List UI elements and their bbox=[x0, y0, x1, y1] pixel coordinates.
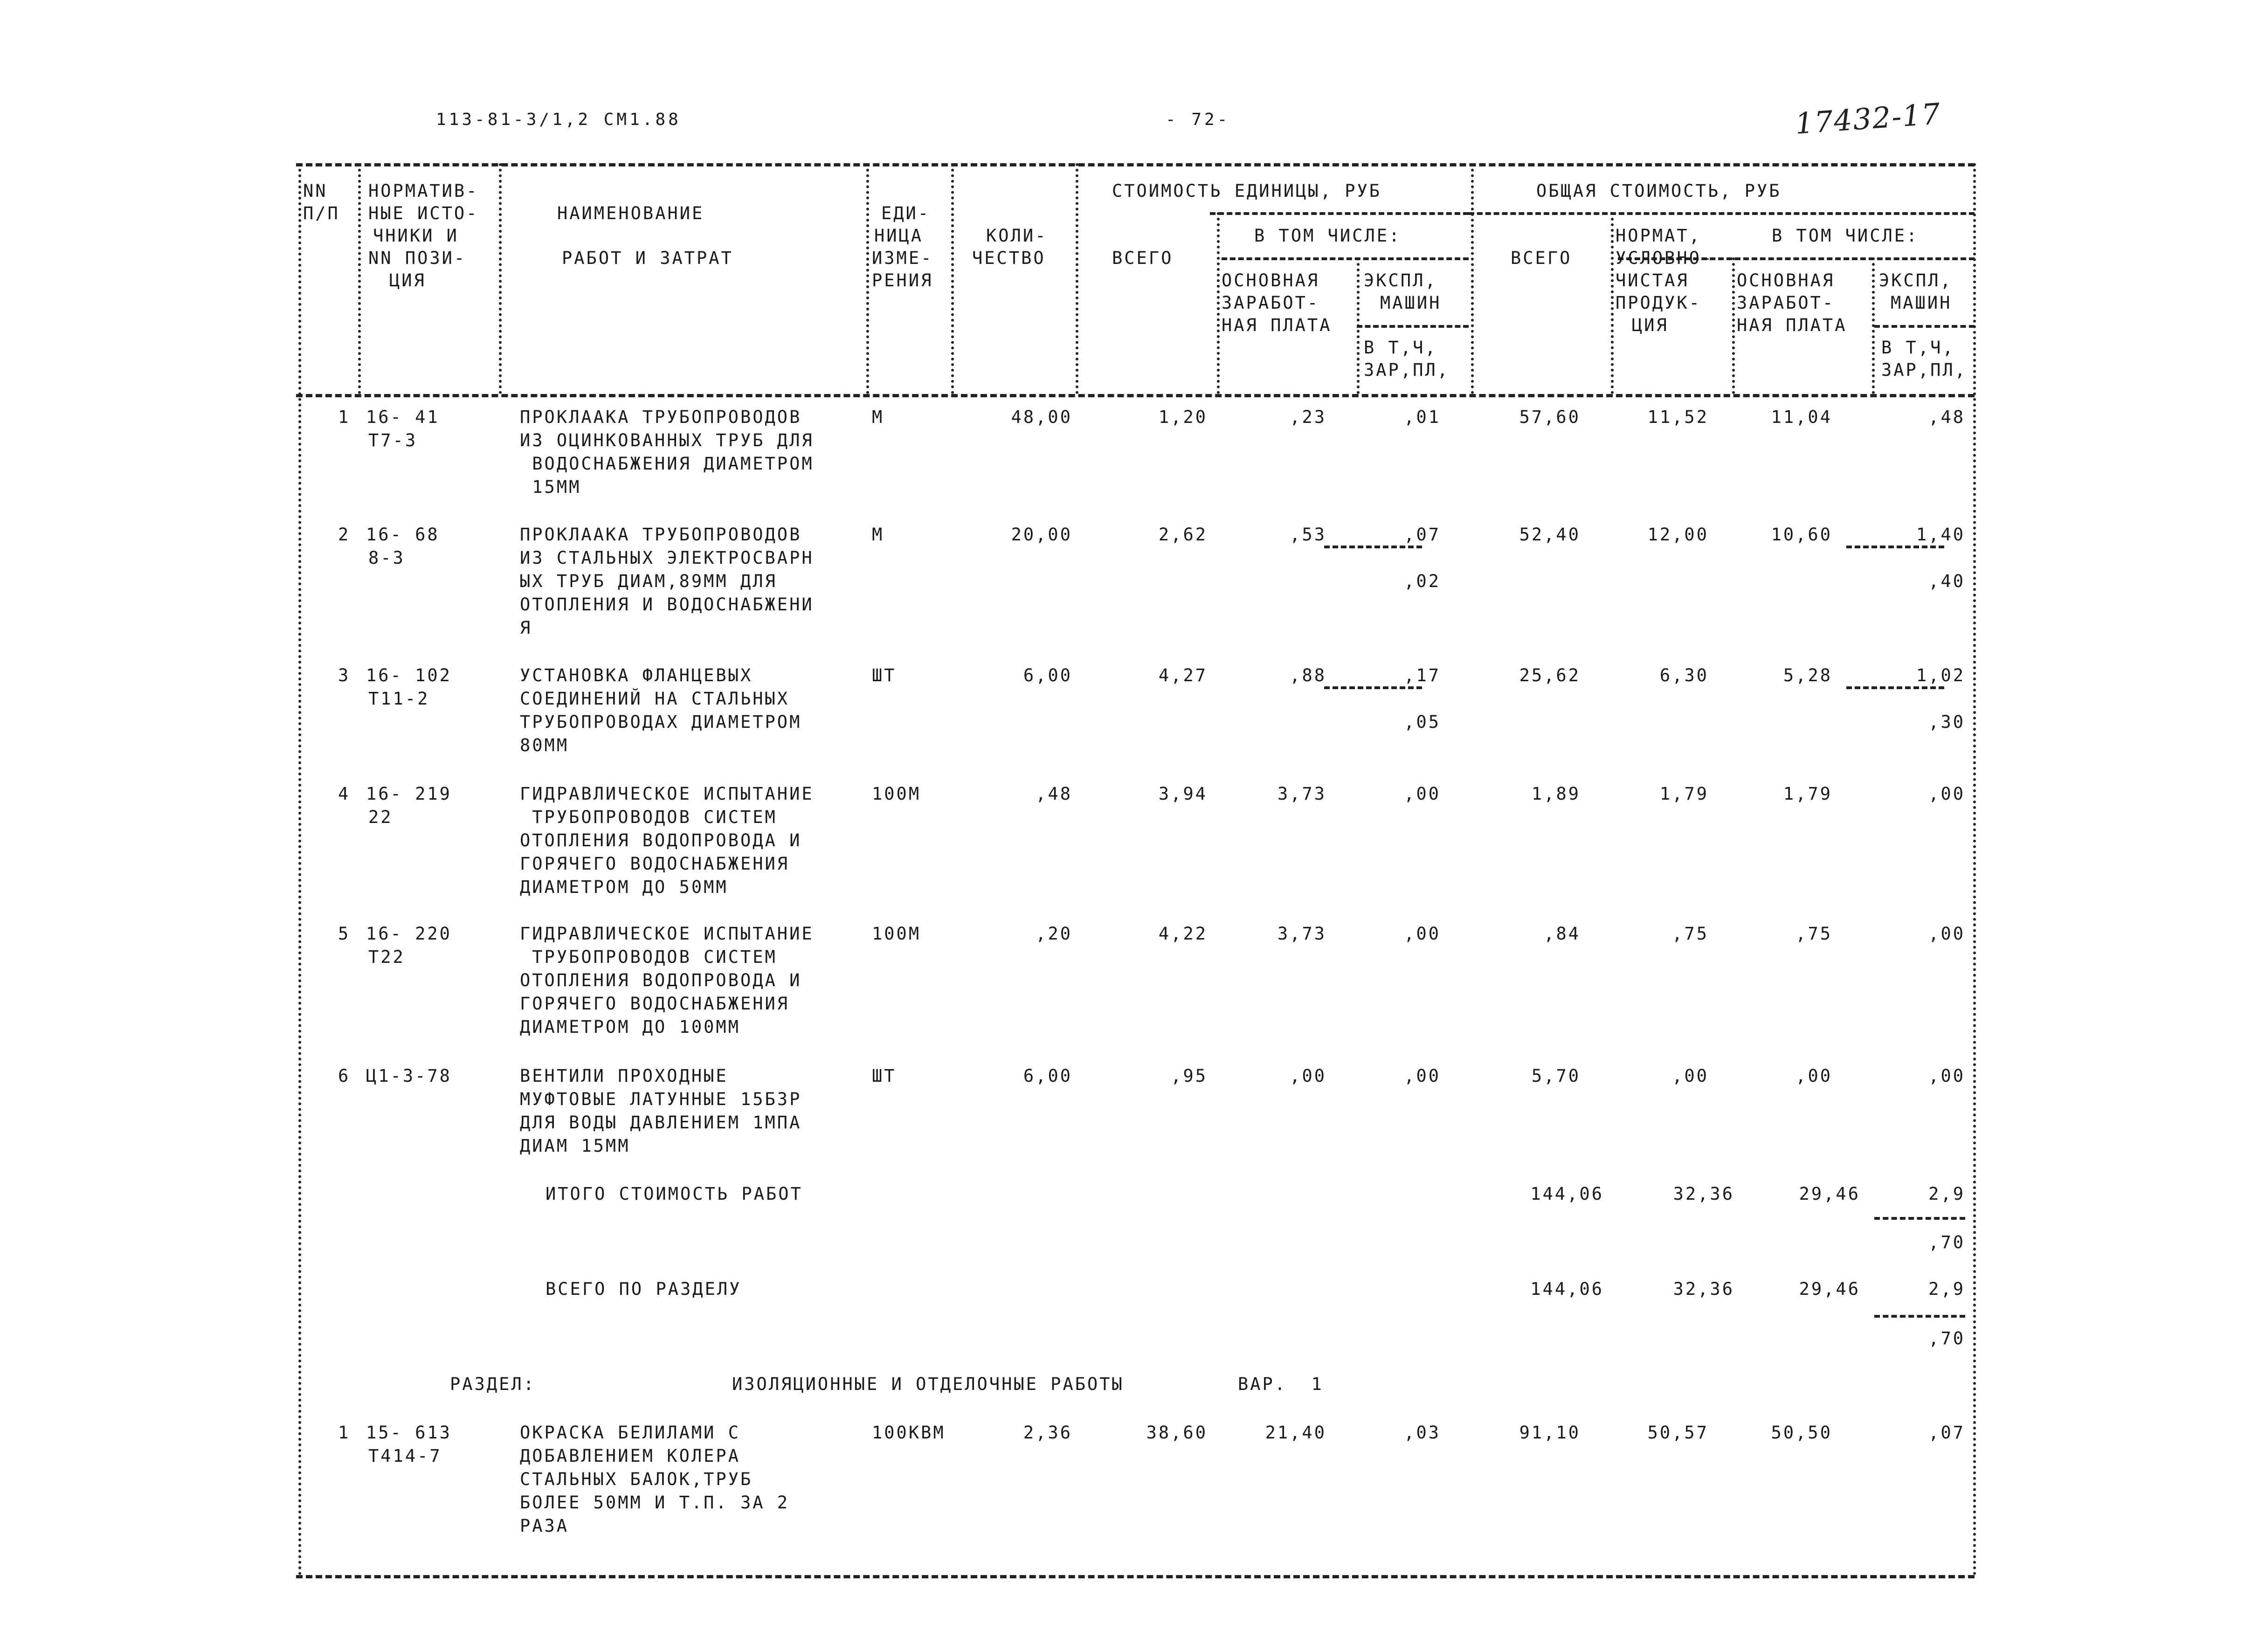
row-4-total-wage: 1,79 bbox=[1783, 784, 1832, 804]
row-5-code-2: Т22 bbox=[368, 947, 405, 967]
section-row-1-unit: 100КВМ bbox=[872, 1423, 946, 1443]
header-norm-out-3: ЧИСТАЯ bbox=[1616, 270, 1689, 290]
row-6-name-line: ДЛЯ ВОДЫ ДАВЛЕНИЕМ 1МПА bbox=[520, 1113, 802, 1133]
row-4-norm-output: 1,79 bbox=[1659, 784, 1709, 804]
header-qty-2: ЧЕСТВО bbox=[972, 248, 1046, 268]
left-border bbox=[298, 163, 301, 1576]
section-row-1-name-line: ОКРАСКА БЕЛИЛАМИ С bbox=[520, 1423, 740, 1443]
row-2-name-line: ОТОПЛЕНИЯ И ВОДОСНАБЖЕНИ bbox=[520, 594, 814, 615]
header-norm-1: НОРМАТИВ- bbox=[368, 181, 479, 201]
header-norm-3: ЧНИКИ И bbox=[373, 226, 459, 246]
row-2-code-1: 16- 68 bbox=[366, 525, 440, 545]
row-3-total-mach-sub: ,30 bbox=[1928, 712, 1965, 732]
summary-works-norm: 32,36 bbox=[1673, 1184, 1734, 1204]
unit-cost-subrule bbox=[1210, 212, 1469, 215]
row-1-unit-wage: ,23 bbox=[1290, 407, 1326, 427]
row-5-unit-total: 4,22 bbox=[1158, 924, 1208, 944]
row-2-total: 52,40 bbox=[1519, 525, 1581, 545]
header-t-wage-2: ЗАРАБОТ- bbox=[1737, 293, 1835, 313]
section-row-1-name-line: БОЛЕЕ 50ММ И Т.П. ЗА 2 bbox=[520, 1493, 790, 1513]
row-1-total: 57,60 bbox=[1519, 407, 1581, 427]
summary-section-mach-sub: ,70 bbox=[1928, 1328, 1965, 1348]
header-nn: NN bbox=[303, 181, 328, 201]
row-3-name-line: УСТАНОВКА ФЛАНЦЕВЫХ bbox=[520, 665, 753, 685]
header-norm-out-4: ПРОДУК- bbox=[1616, 293, 1701, 313]
row-4-number: 4 bbox=[338, 784, 351, 804]
row-1-unit-mach: ,01 bbox=[1404, 407, 1441, 427]
row-2-unit-mach-dash bbox=[1324, 546, 1422, 548]
handwritten-reference: 17432-17 bbox=[1794, 97, 1942, 141]
row-6-unit-mach: ,00 bbox=[1404, 1066, 1441, 1086]
row-2-unit-mach-sub: ,02 bbox=[1404, 571, 1441, 591]
header-qty-1: КОЛИ- bbox=[986, 226, 1048, 246]
col-sep-nn bbox=[358, 163, 361, 394]
col-sep-utotal bbox=[1217, 212, 1220, 394]
row-3-unit-total: 4,27 bbox=[1158, 665, 1208, 685]
row-6-unit: ШТ bbox=[872, 1066, 897, 1086]
row-4-total-mach: ,00 bbox=[1928, 784, 1965, 804]
row-4-total: 1,89 bbox=[1531, 784, 1581, 804]
row-2-unit-mach: ,07 bbox=[1404, 525, 1441, 545]
header-u-mach-2: МАШИН bbox=[1380, 293, 1442, 313]
row-2-code-2: 8-3 bbox=[368, 548, 405, 568]
header-u-wage-1: ОСНОВНАЯ bbox=[1222, 270, 1320, 290]
header-unit-3: ИЗМЕ- bbox=[872, 248, 933, 268]
row-1-norm-output: 11,52 bbox=[1647, 407, 1709, 427]
row-2-total-wage: 10,60 bbox=[1771, 525, 1832, 545]
row-1-total-mach: ,48 bbox=[1928, 407, 1965, 427]
row-4-name-line: ГИДРАВЛИЧЕСКОЕ ИСПЫТАНИЕ bbox=[520, 784, 814, 804]
document-code: 113-81-3/1,2 СМ1.88 bbox=[436, 110, 681, 129]
summary-works-dash bbox=[1874, 1217, 1965, 1220]
row-2-number: 2 bbox=[338, 525, 351, 545]
header-t-incl-1: В Т,Ч, bbox=[1881, 338, 1955, 358]
row-2-name-line: ИЗ СТАЛЬНЫХ ЭЛЕКТРОСВАРН bbox=[520, 548, 814, 568]
section-row-1-unit-mach: ,03 bbox=[1404, 1423, 1441, 1443]
row-6-code-1: Ц1-3-78 bbox=[366, 1066, 452, 1086]
table-top-rule bbox=[296, 163, 1975, 166]
row-3-unit-mach-sub: ,05 bbox=[1404, 712, 1441, 732]
header-norm-5: ЦИЯ bbox=[389, 270, 426, 290]
col-sep-umach bbox=[1471, 163, 1474, 394]
col-sep-uwage bbox=[1357, 257, 1360, 394]
row-2-total-mach-dash bbox=[1846, 546, 1944, 548]
row-6-name-line: ВЕНТИЛИ ПРОХОДНЫЕ bbox=[520, 1066, 728, 1086]
row-1-code-1: 16- 41 bbox=[366, 407, 440, 427]
section-variant: ВАР. 1 bbox=[1238, 1374, 1324, 1394]
row-5-total-mach: ,00 bbox=[1928, 924, 1965, 944]
summary-section-wage: 29,46 bbox=[1799, 1279, 1860, 1299]
row-4-qty: ,48 bbox=[1036, 784, 1072, 804]
section-row-1-total-mach: ,07 bbox=[1928, 1423, 1965, 1443]
row-2-norm-output: 12,00 bbox=[1647, 525, 1709, 545]
summary-section-label: ВСЕГО ПО РАЗДЕЛУ bbox=[546, 1279, 742, 1299]
col-sep-norm bbox=[499, 163, 502, 394]
row-4-name-line: ГОРЯЧЕГО ВОДОСНАБЖЕНИЯ bbox=[520, 854, 790, 874]
row-3-unit-mach: ,17 bbox=[1404, 665, 1441, 685]
col-sep-ttotal bbox=[1611, 212, 1614, 394]
header-u-incl-2: ЗАР,ПЛ, bbox=[1364, 360, 1450, 380]
row-1-unit-total: 1,20 bbox=[1158, 407, 1208, 427]
row-3-total-wage: 5,28 bbox=[1783, 665, 1832, 685]
header-norm-out-5: ЦИЯ bbox=[1632, 315, 1669, 335]
summary-section-total: 144,06 bbox=[1530, 1279, 1604, 1299]
header-unit-4: РЕНИЯ bbox=[872, 270, 933, 290]
section-row-1-qty: 2,36 bbox=[1023, 1423, 1072, 1443]
header-unit-2: НИЦА bbox=[874, 226, 924, 246]
row-3-name-line: ТРУБОПРОВОДАХ ДИАМЕТРОМ bbox=[520, 712, 802, 732]
row-3-unit: ШТ bbox=[872, 665, 897, 685]
unit-wage-subrule bbox=[1357, 325, 1469, 328]
row-5-number: 5 bbox=[338, 924, 351, 944]
row-5-name-line: ГОРЯЧЕГО ВОДОСНАБЖЕНИЯ bbox=[520, 994, 790, 1014]
row-1-name-line: ВОДОСНАБЖЕНИЯ ДИАМЕТРОМ bbox=[520, 454, 814, 474]
section-row-1-code-2: Т414-7 bbox=[368, 1446, 442, 1466]
header-norm-out-2: УСЛОВНО- bbox=[1616, 248, 1714, 268]
header-u-wage-2: ЗАРАБОТ- bbox=[1222, 293, 1320, 313]
row-2-total-mach: 1,40 bbox=[1916, 525, 1965, 545]
row-6-total: 5,70 bbox=[1531, 1066, 1581, 1086]
row-4-unit-total: 3,94 bbox=[1158, 784, 1208, 804]
header-u-wage-3: НАЯ ПЛАТА bbox=[1222, 315, 1332, 335]
section-row-1-total: 91,10 bbox=[1519, 1423, 1581, 1443]
row-3-code-2: Т11-2 bbox=[368, 689, 430, 709]
header-t-wage-1: ОСНОВНАЯ bbox=[1737, 270, 1835, 290]
row-3-unit-mach-dash bbox=[1324, 686, 1422, 689]
col-sep-qty bbox=[1076, 163, 1078, 394]
header-total-total: ВСЕГО bbox=[1511, 248, 1572, 268]
table-bottom-rule bbox=[296, 1575, 1975, 1578]
row-3-total: 25,62 bbox=[1519, 665, 1581, 685]
summary-works-wage: 29,46 bbox=[1799, 1184, 1860, 1204]
summary-works-label: ИТОГО СТОИМОСТЬ РАБОТ bbox=[546, 1184, 803, 1204]
section-row-1-name-line: ДОБАВЛЕНИЕМ КОЛЕРА bbox=[520, 1446, 740, 1466]
header-u-incl-1: В Т,Ч, bbox=[1364, 338, 1437, 358]
row-3-qty: 6,00 bbox=[1023, 665, 1072, 685]
row-5-unit-wage: 3,73 bbox=[1277, 924, 1326, 944]
section-row-1-unit-total: 38,60 bbox=[1146, 1423, 1208, 1443]
row-1-code-2: Т7-3 bbox=[368, 430, 418, 450]
header-unit-incl: В ТОМ ЧИСЛЕ: bbox=[1254, 226, 1402, 246]
header-norm-4: NN ПОЗИ- bbox=[368, 248, 467, 268]
row-1-unit: М bbox=[872, 407, 884, 427]
row-4-name-line: ТРУБОПРОВОДОВ СИСТЕМ bbox=[520, 807, 777, 827]
row-5-qty: ,20 bbox=[1036, 924, 1072, 944]
row-1-name-line: 15ММ bbox=[520, 477, 581, 497]
header-total-incl: В ТОМ ЧИСЛЕ: bbox=[1772, 226, 1919, 246]
col-sep-name bbox=[866, 163, 869, 394]
header-pp: П/П bbox=[303, 203, 340, 223]
summary-works-mach: 2,9 bbox=[1928, 1184, 1965, 1204]
row-1-number: 1 bbox=[338, 407, 351, 427]
section-row-1-name-line: СТАЛЬНЫХ БАЛОК,ТРУБ bbox=[520, 1469, 753, 1489]
row-2-total-mach-sub: ,40 bbox=[1928, 571, 1965, 591]
row-1-total-wage: 11,04 bbox=[1771, 407, 1832, 427]
row-6-number: 6 bbox=[338, 1066, 351, 1086]
row-4-code-1: 16- 219 bbox=[366, 784, 452, 804]
row-4-code-2: 22 bbox=[368, 807, 393, 827]
summary-section-dash bbox=[1874, 1315, 1965, 1318]
row-3-total-mach-dash bbox=[1846, 686, 1944, 689]
row-3-number: 3 bbox=[338, 665, 351, 685]
row-4-unit-wage: 3,73 bbox=[1277, 784, 1326, 804]
header-unit-1: ЕДИ- bbox=[881, 203, 931, 223]
row-4-name-line: ОТОПЛЕНИЯ ВОДОПРОВОДА И bbox=[520, 830, 802, 850]
row-6-name-line: МУФТОВЫЕ ЛАТУННЫЕ 15Б3Р bbox=[520, 1089, 802, 1109]
row-5-code-1: 16- 220 bbox=[366, 924, 452, 944]
row-5-name-line: ДИАМЕТРОМ ДО 100ММ bbox=[520, 1017, 740, 1037]
row-2-qty: 20,00 bbox=[1011, 525, 1072, 545]
row-2-name-line: ЫХ ТРУБ ДИАМ,89ММ ДЛЯ bbox=[520, 571, 777, 591]
total-wage-subrule bbox=[1874, 325, 1975, 328]
right-border bbox=[1973, 163, 1976, 1576]
row-6-unit-wage: ,00 bbox=[1290, 1066, 1326, 1086]
section-row-1-code-1: 15- 613 bbox=[366, 1423, 452, 1443]
row-3-name-line: СОЕДИНЕНИЙ НА СТАЛЬНЫХ bbox=[520, 689, 790, 709]
row-4-unit-mach: ,00 bbox=[1404, 784, 1441, 804]
row-5-unit-mach: ,00 bbox=[1404, 924, 1441, 944]
summary-section-mach: 2,9 bbox=[1928, 1279, 1965, 1299]
row-2-unit-wage: ,53 bbox=[1290, 525, 1326, 545]
section-title: ИЗОЛЯЦИОННЫЕ И ОТДЕЛОЧНЫЕ РАБОТЫ bbox=[732, 1374, 1124, 1394]
row-6-unit-total: ,95 bbox=[1171, 1066, 1208, 1086]
unit-split-rule bbox=[1222, 257, 1469, 260]
row-6-qty: 6,00 bbox=[1023, 1066, 1072, 1086]
summary-works-mach-sub: ,70 bbox=[1928, 1232, 1965, 1252]
header-norm-out-1: НОРМАТ, bbox=[1616, 226, 1701, 246]
page-number: - 72- bbox=[1166, 110, 1230, 129]
section-label: РАЗДЕЛ: bbox=[450, 1374, 536, 1394]
summary-section-norm: 32,36 bbox=[1673, 1279, 1734, 1299]
summary-works-total: 144,06 bbox=[1530, 1184, 1604, 1204]
section-row-1-number: 1 bbox=[338, 1423, 351, 1443]
section-row-1-total-wage: 50,50 bbox=[1771, 1423, 1832, 1443]
col-sep-tnorm bbox=[1732, 257, 1735, 394]
row-6-total-wage: ,00 bbox=[1795, 1066, 1832, 1086]
row-3-norm-output: 6,30 bbox=[1659, 665, 1709, 685]
header-norm-2: НЫЕ ИСТО- bbox=[368, 203, 479, 223]
header-t-wage-3: НАЯ ПЛАТА bbox=[1737, 315, 1847, 335]
header-unit-cost: СТОИМОСТЬ ЕДИНИЦЫ, РУБ bbox=[1112, 181, 1382, 201]
row-2-name-line: Я bbox=[520, 618, 532, 638]
row-2-unit-total: 2,62 bbox=[1158, 525, 1208, 545]
row-5-total: ,84 bbox=[1544, 924, 1581, 944]
total-cost-subrule bbox=[1469, 212, 1975, 215]
row-2-name-line: ПРОКЛААКА ТРУБОПРОВОДОВ bbox=[520, 525, 802, 545]
row-5-unit: 100М bbox=[872, 924, 921, 944]
section-row-1-name-line: РАЗА bbox=[520, 1516, 569, 1536]
row-3-unit-wage: ,88 bbox=[1290, 665, 1326, 685]
section-row-1-norm-output: 50,57 bbox=[1647, 1423, 1709, 1443]
row-1-name-line: ПРОКЛААКА ТРУБОПРОВОДОВ bbox=[520, 407, 802, 427]
row-5-name-line: ОТОПЛЕНИЯ ВОДОПРОВОДА И bbox=[520, 970, 802, 990]
row-6-total-mach: ,00 bbox=[1928, 1066, 1965, 1086]
row-1-name-line: ИЗ ОЦИНКОВАННЫХ ТРУБ ДЛЯ bbox=[520, 430, 814, 450]
header-u-mach-1: ЭКСПЛ, bbox=[1364, 270, 1437, 290]
row-2-unit: М bbox=[872, 525, 884, 545]
header-name-2: РАБОТ И ЗАТРАТ bbox=[562, 248, 733, 268]
header-total-cost: ОБЩАЯ СТОИМОСТЬ, РУБ bbox=[1536, 181, 1782, 201]
row-3-total-mach: 1,02 bbox=[1916, 665, 1965, 685]
row-6-name-line: ДИАМ 15ММ bbox=[520, 1136, 630, 1156]
section-row-1-unit-wage: 21,40 bbox=[1265, 1423, 1326, 1443]
row-5-name-line: ТРУБОПРОВОДОВ СИСТЕМ bbox=[520, 947, 777, 967]
col-sep-unit bbox=[951, 163, 954, 394]
header-name-1: НАИМЕНОВАНИЕ bbox=[557, 203, 704, 223]
row-5-norm-output: ,75 bbox=[1672, 924, 1709, 944]
row-3-name-line: 80ММ bbox=[520, 735, 569, 755]
row-4-unit: 100М bbox=[872, 784, 921, 804]
row-1-qty: 48,00 bbox=[1011, 407, 1072, 427]
header-unit-total: ВСЕГО bbox=[1112, 248, 1174, 268]
header-t-mach-1: ЭКСПЛ, bbox=[1879, 270, 1953, 290]
row-4-name-line: ДИАМЕТРОМ ДО 50ММ bbox=[520, 877, 728, 897]
col-sep-twage bbox=[1872, 257, 1875, 394]
row-6-norm-output: ,00 bbox=[1672, 1066, 1709, 1086]
row-3-code-1: 16- 102 bbox=[366, 665, 452, 685]
header-t-mach-2: МАШИН bbox=[1891, 293, 1952, 313]
header-bottom-rule bbox=[296, 394, 1975, 397]
row-5-total-wage: ,75 bbox=[1795, 924, 1832, 944]
row-5-name-line: ГИДРАВЛИЧЕСКОЕ ИСПЫТАНИЕ bbox=[520, 924, 814, 944]
header-t-incl-2: ЗАР,ПЛ, bbox=[1881, 360, 1967, 380]
